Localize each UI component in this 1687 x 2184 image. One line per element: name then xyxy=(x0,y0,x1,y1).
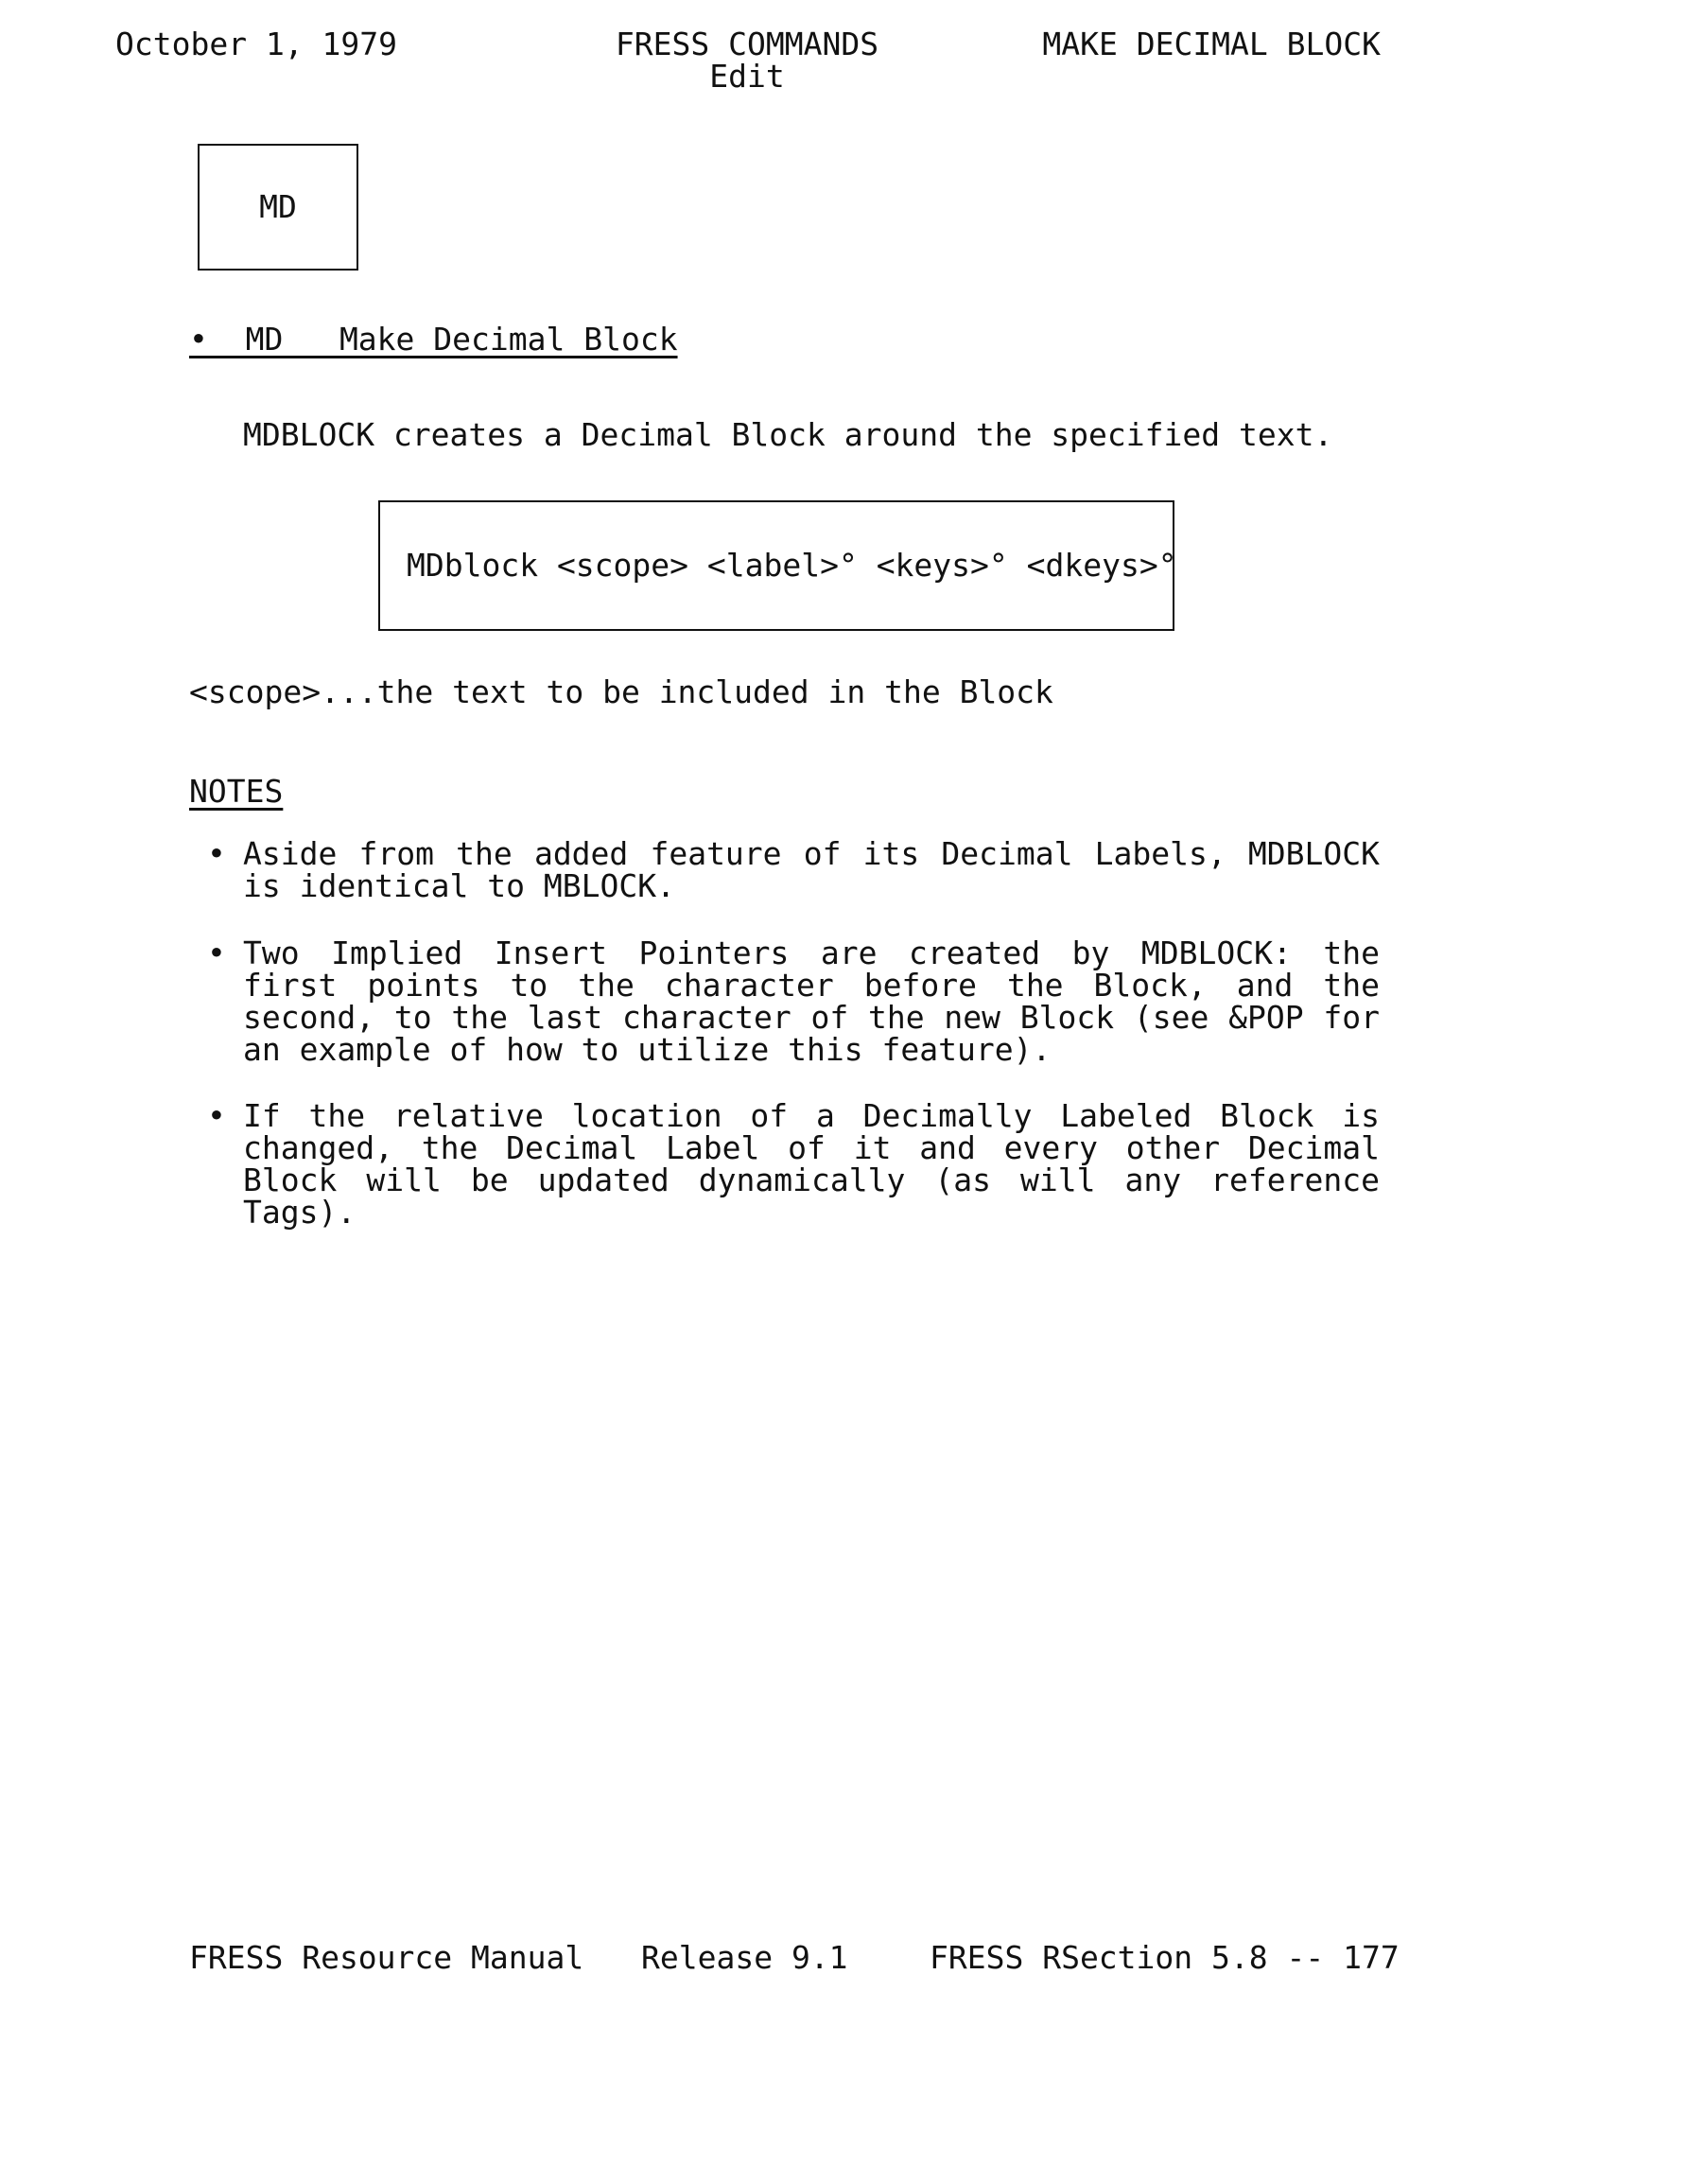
bullet-icon: • xyxy=(207,835,226,872)
parameter-scope: <scope>...the text to be included in the Block xyxy=(189,673,1053,710)
footer-section: FRESS RSection 5.8 -- 177 xyxy=(930,1939,1400,1976)
command-abbrev: MD xyxy=(259,188,297,225)
note-text: Two Implied Insert Pointers are created by MDBLOCK: the first points to the character before the Block, and the second, to the last character of the new Block (see &POP for an example of how to utilize this feature). xyxy=(243,935,1380,1068)
bullet-icon: • xyxy=(207,935,226,971)
note-item xyxy=(207,935,1380,1068)
footer-release: Release 9.1 xyxy=(641,1939,848,1976)
syntax-box xyxy=(378,500,1177,631)
notes-heading: NOTES xyxy=(189,773,284,810)
syntax-text: MDblock <scope> <label>° <keys>° <dkeys>° xyxy=(407,547,1177,584)
note-item xyxy=(207,835,1380,904)
intro-text: MDBLOCK creates a Decimal Block around the specified text. xyxy=(243,416,1333,453)
header-date: October 1, 1979 xyxy=(115,26,398,62)
header-subtitle: Edit xyxy=(709,58,785,95)
header-command-name: MAKE DECIMAL BLOCK xyxy=(1042,26,1381,62)
bullet-icon: • xyxy=(207,1097,226,1134)
section-heading: • MD Make Decimal Block xyxy=(189,321,678,358)
header-title: FRESS COMMANDS xyxy=(615,26,879,62)
footer-manual: FRESS Resource Manual xyxy=(189,1939,584,1976)
command-abbrev-box xyxy=(198,144,358,271)
note-text: Aside from the added feature of its Decimal Labels, MDBLOCK is identical to MBLOCK. xyxy=(243,835,1380,904)
note-item xyxy=(207,1097,1380,1231)
note-text: If the relative location of a Decimally Labeled Block is changed, the Decimal Label of it and every other Decimal Block will be updated dynamically (as will any reference Tags). xyxy=(243,1097,1380,1231)
